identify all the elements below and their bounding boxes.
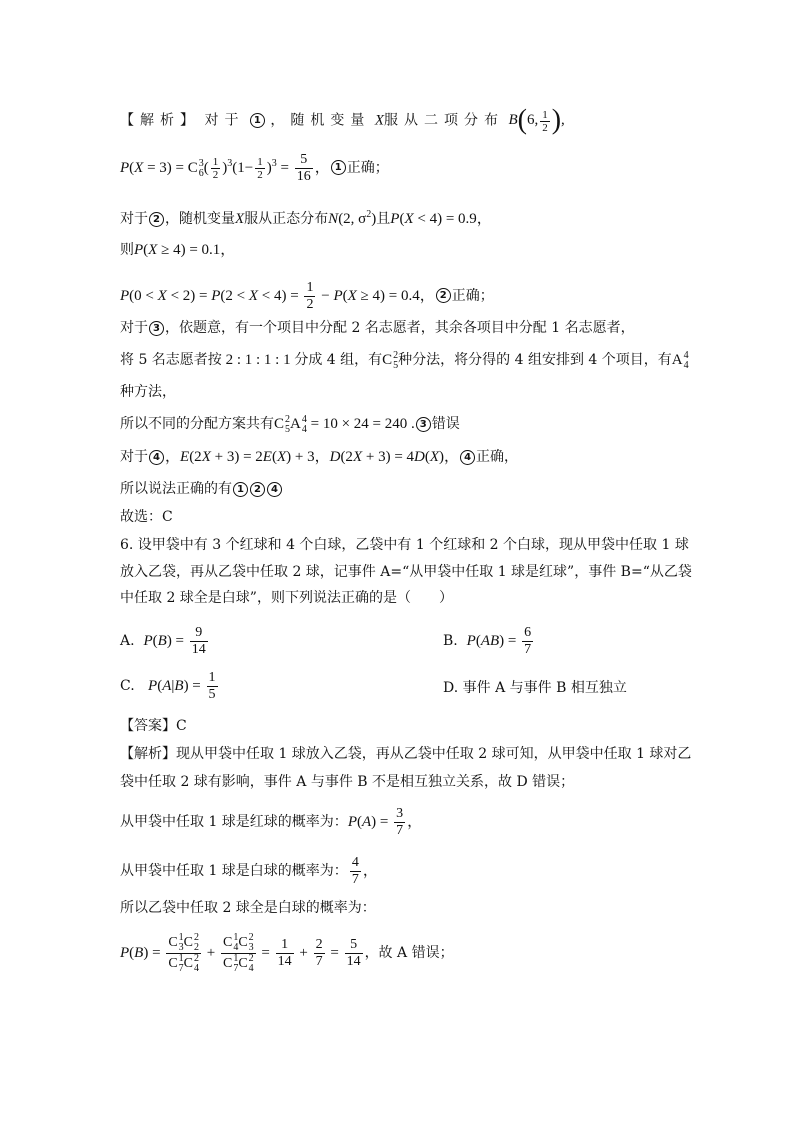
option-b: B. P(AB) = $\frac{6}{7}$ bbox=[443, 625, 532, 657]
question-6-line-1: 6. 设甲袋中有 3 个红球和 4 个白球，乙袋中有 1 个红球和 2 个白球，现从甲袋中任取 1 球 bbox=[120, 537, 689, 553]
analysis2-line-2: 袋中任取 2 球有影响，事件 A 与事件 B 不是相互独立关系，故 D 错误； bbox=[120, 774, 575, 790]
analysis-line-3: 对于 2 ，随机变量X服从正态分布N(2, $\sigma^2$)且P(X < 4) = 0.9， bbox=[120, 209, 492, 227]
analysis2-line-5: 所以乙袋中任取 2 球全是白球的概率为： bbox=[120, 900, 376, 916]
circled-one: 1 bbox=[250, 113, 265, 128]
analysis2-line-3: 从甲袋中任取 1 球是红球的概率为：P(A) = $\frac{3}{7}$ ， bbox=[120, 806, 423, 838]
binomial-probability-formula: P(X = 3) = C 3 6 ( $\frac{1}{2}$ )$^3$(1− $\frac{1}{2}$ )$^3$ = $\frac{5}{16}$ ， bbox=[120, 152, 330, 184]
analysis2-line-1: 【解析】现从甲袋中任取 1 球放入乙袋，再从乙袋中任取 2 球可知，从甲袋中任取 1 球对乙 bbox=[120, 746, 692, 762]
analysis-line-6: 对于 3 ，依题意，有一个项目中分配 2 名志愿者，其余各项目中分配 1 名志愿者， bbox=[120, 320, 635, 336]
analysis-tag: 【解析】 bbox=[120, 112, 200, 129]
option-a: A. P(B) = $\frac{9}{14}$ bbox=[120, 625, 206, 657]
analysis-line-5: P(0 < X < 2) = P(2 < X < 4) = $\frac{1}{2}$ − P(X ≥ 4) = 0.4， 2 正确； bbox=[120, 280, 494, 312]
option-c: C. P(A|B) = $\frac{1}{5}$ bbox=[120, 670, 216, 702]
final-choice: 故选：C bbox=[120, 509, 173, 525]
answer: 【答案】C bbox=[120, 718, 187, 734]
analysis2-line-6: P(B) = C 1 3 C 2 2 C 1 7 C 2 4 + C 1 4 C 2 3 C 1 7 C 2 4 = $\frac{1}{14}$ + $\frac{2}{7}$ = $\frac{5}{14}$ ，故 A 错误； bbox=[120, 932, 454, 974]
analysis-line-7: 将 5 名志愿者按 2 : 1 : 1 : 1 分成 4 组，有C 2 5 种分法，将分得的 4 组安排到 4 个项目，有A 4 4 bbox=[120, 349, 689, 371]
analysis-line-11: 所以说法正确的有 1 2 4 bbox=[120, 479, 283, 499]
analysis-line-10: 对于 4 ，E(2X + 3) = 2E(X) + 3，D(2X + 3) = 4D(X)， 4 正确， bbox=[120, 449, 519, 465]
question-6-line-2: 放入乙袋，再从乙袋中任取 2 球，记事件 A=“从甲袋中任取 1 球是红球”，事件 B=“从乙袋 bbox=[120, 564, 692, 580]
analysis2-line-4: 从甲袋中任取 1 球是白球的概率为： $\frac{4}{7}$ ， bbox=[120, 855, 378, 887]
analysis-line-8: 种方法， bbox=[120, 384, 176, 400]
analysis-line-4: 则P(X ≥ 4) = 0.1， bbox=[120, 242, 236, 258]
analysis-line-2: P(X = 3) = C 3 6 ( $\frac{1}{2}$ )$^3$(1− $\frac{1}{2}$ )$^3$ = $\frac{5}{16}$ ， 1 正确； bbox=[120, 152, 389, 184]
option-d: D. 事件 A 与事件 B 相互独立 bbox=[443, 680, 627, 696]
binomial-formula: B(6, $\frac{1}{2}$ ), bbox=[508, 105, 565, 136]
analysis-line-1: 【解析】 对于 1 ，随机变量 X服从二项分布 B(6, $\frac{1}{2}$ ), bbox=[120, 105, 565, 136]
analysis-line-9: 所以不同的分配方案共有C 2 5 A 4 4 = 10 × 24 = 240 . 3 错误 bbox=[120, 413, 460, 435]
question-6-line-3: 中任取 2 球全是白球”，则下列说法正确的是（ ） bbox=[120, 590, 453, 606]
